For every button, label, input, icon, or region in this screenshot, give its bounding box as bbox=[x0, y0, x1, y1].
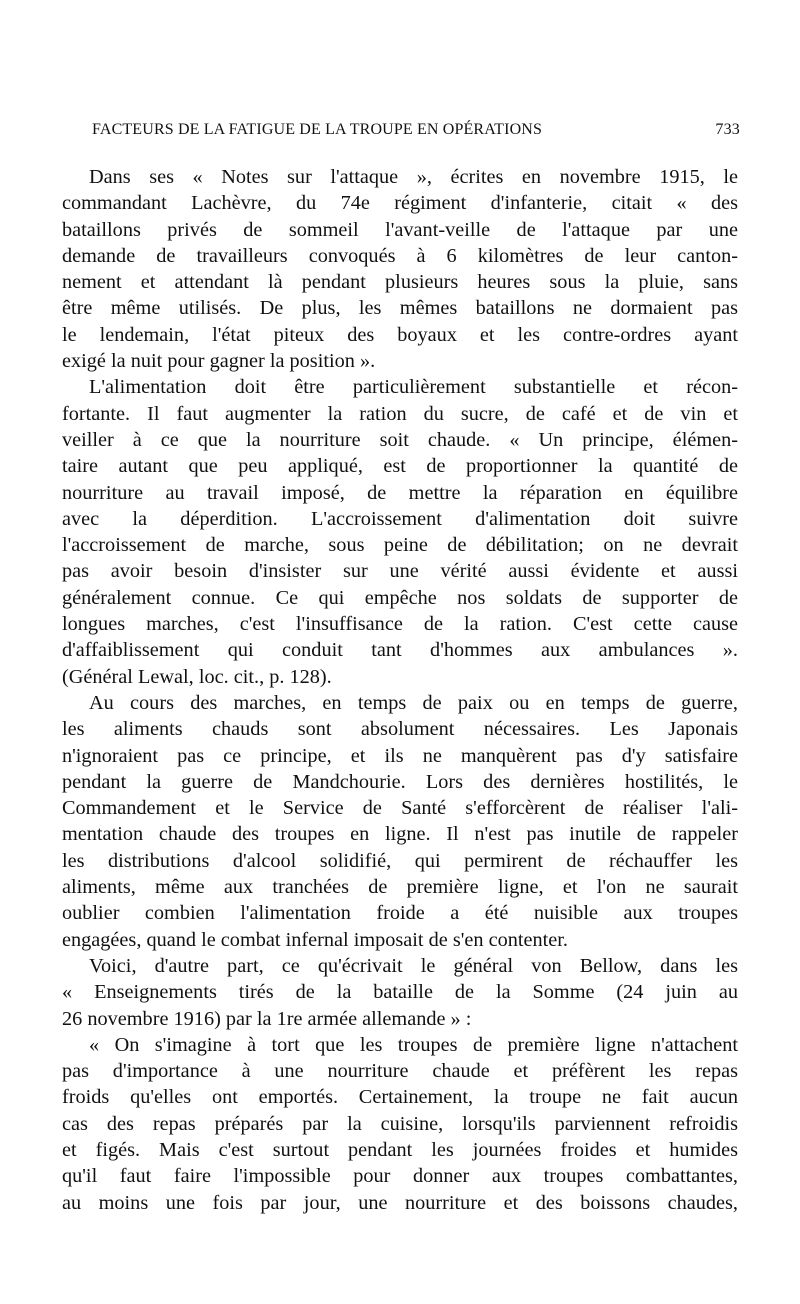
text-line: demande de travailleurs convoqués à 6 kilomètres de leur canton- bbox=[62, 244, 738, 267]
text-line: (Général Lewal, loc. cit., p. 128). bbox=[62, 665, 332, 688]
running-title: FACTEURS DE LA FATIGUE DE LA TROUPE EN OPÉRATIONS bbox=[92, 121, 543, 138]
text-line: l'accroissement de marche, sous peine de débilitation; on ne devrait bbox=[62, 534, 738, 557]
text-line: fortante. Il faut augmenter la ration du sucre, de café et de vin et bbox=[62, 402, 738, 425]
text-line: et figés. Mais c'est surtout pendant les journées froides et humides bbox=[62, 1138, 738, 1161]
text-line: d'affaiblissement qui conduit tant d'hommes aux ambulances ». bbox=[62, 639, 738, 662]
text-line: Voici, d'autre part, ce qu'écrivait le général von Bellow, dans les bbox=[89, 954, 738, 977]
text-line: Dans ses « Notes sur l'attaque », écrites en novembre 1915, le bbox=[89, 166, 738, 188]
text-line: avec la déperdition. L'accroissement d'alimentation doit suivre bbox=[62, 507, 738, 530]
text-line: pendant la guerre de Mandchourie. Lors des dernières hostilités, le bbox=[62, 770, 738, 793]
text-line: mentation chaude des troupes en ligne. Il n'est pas inutile de rappeler bbox=[62, 823, 738, 846]
text-line: commandant Lachèvre, du 74e régiment d'infanterie, citait « des bbox=[62, 192, 738, 215]
text-line: les distributions d'alcool solidifié, qui permirent de réchauffer les bbox=[62, 849, 738, 872]
text-line: qu'il faut faire l'impossible pour donner aux troupes combattantes, bbox=[62, 1165, 738, 1188]
text-line: nement et attendant là pendant plusieurs heures sous la pluie, sans bbox=[62, 271, 738, 294]
text-line: « Enseignements tirés de la bataille de la Somme (24 juin au bbox=[62, 981, 738, 1004]
text-line: aliments, même aux tranchées de première ligne, et l'on ne saurait bbox=[62, 876, 738, 899]
text-line: exigé la nuit pour gagner la position ». bbox=[62, 350, 376, 373]
text-line: les aliments chauds sont absolument nécessaires. Les Japonais bbox=[62, 718, 738, 741]
text-line: le lendemain, l'état piteux des boyaux et les contre-ordres ayant bbox=[62, 323, 738, 346]
text-line: nourriture au travail imposé, de mettre la réparation en équilibre bbox=[62, 481, 738, 504]
text-line: taire autant que peu appliqué, est de proportionner la quantité de bbox=[62, 455, 738, 478]
text-line: veiller à ce que la nourriture soit chaude. « Un principe, élémen- bbox=[62, 428, 738, 451]
page-number: 733 bbox=[715, 121, 740, 138]
body-text bbox=[62, 164, 738, 1216]
text-line: oublier combien l'alimentation froide a été nuisible aux troupes bbox=[62, 902, 738, 925]
text-line: n'ignoraient pas ce principe, et ils ne manquèrent pas d'y satisfaire bbox=[62, 744, 738, 767]
text-line: longues marches, c'est l'insuffisance de la ration. C'est cette cause bbox=[62, 613, 738, 636]
text-line: généralement connue. Ce qui empêche nos soldats de supporter de bbox=[62, 586, 738, 609]
text-line: froids qu'elles ont emportés. Certainement, la troupe ne fait aucun bbox=[62, 1086, 738, 1109]
text-line: « On s'imagine à tort que les troupes de première ligne n'attachent bbox=[89, 1033, 738, 1056]
text-line: bataillons privés de sommeil l'avant-veille de l'attaque par une bbox=[62, 218, 738, 241]
text-line: Commandement et le Service de Santé s'efforcèrent de réaliser l'ali- bbox=[62, 797, 738, 820]
text-line: L'alimentation doit être particulièrement substantielle et récon- bbox=[89, 376, 738, 399]
text-line: au moins une fois par jour, une nourriture et des boissons chaudes, bbox=[62, 1191, 738, 1214]
text-line: pas avoir besoin d'insister sur une vérité aussi évidente et aussi bbox=[62, 560, 738, 583]
text-line: pas d'importance à une nourriture chaude et préfèrent les repas bbox=[62, 1060, 738, 1083]
text-line: 26 novembre 1916) par la 1re armée allemande » : bbox=[62, 1007, 472, 1030]
text-line: engagées, quand le combat infernal imposait de s'en contenter. bbox=[62, 928, 569, 951]
text-line: cas des repas préparés par la cuisine, lorsqu'ils parviennent refroidis bbox=[62, 1112, 738, 1135]
text-line: être même utilisés. De plus, les mêmes bataillons ne dormaient pas bbox=[62, 297, 738, 320]
text-line: Au cours des marches, en temps de paix ou en temps de guerre, bbox=[89, 691, 738, 714]
